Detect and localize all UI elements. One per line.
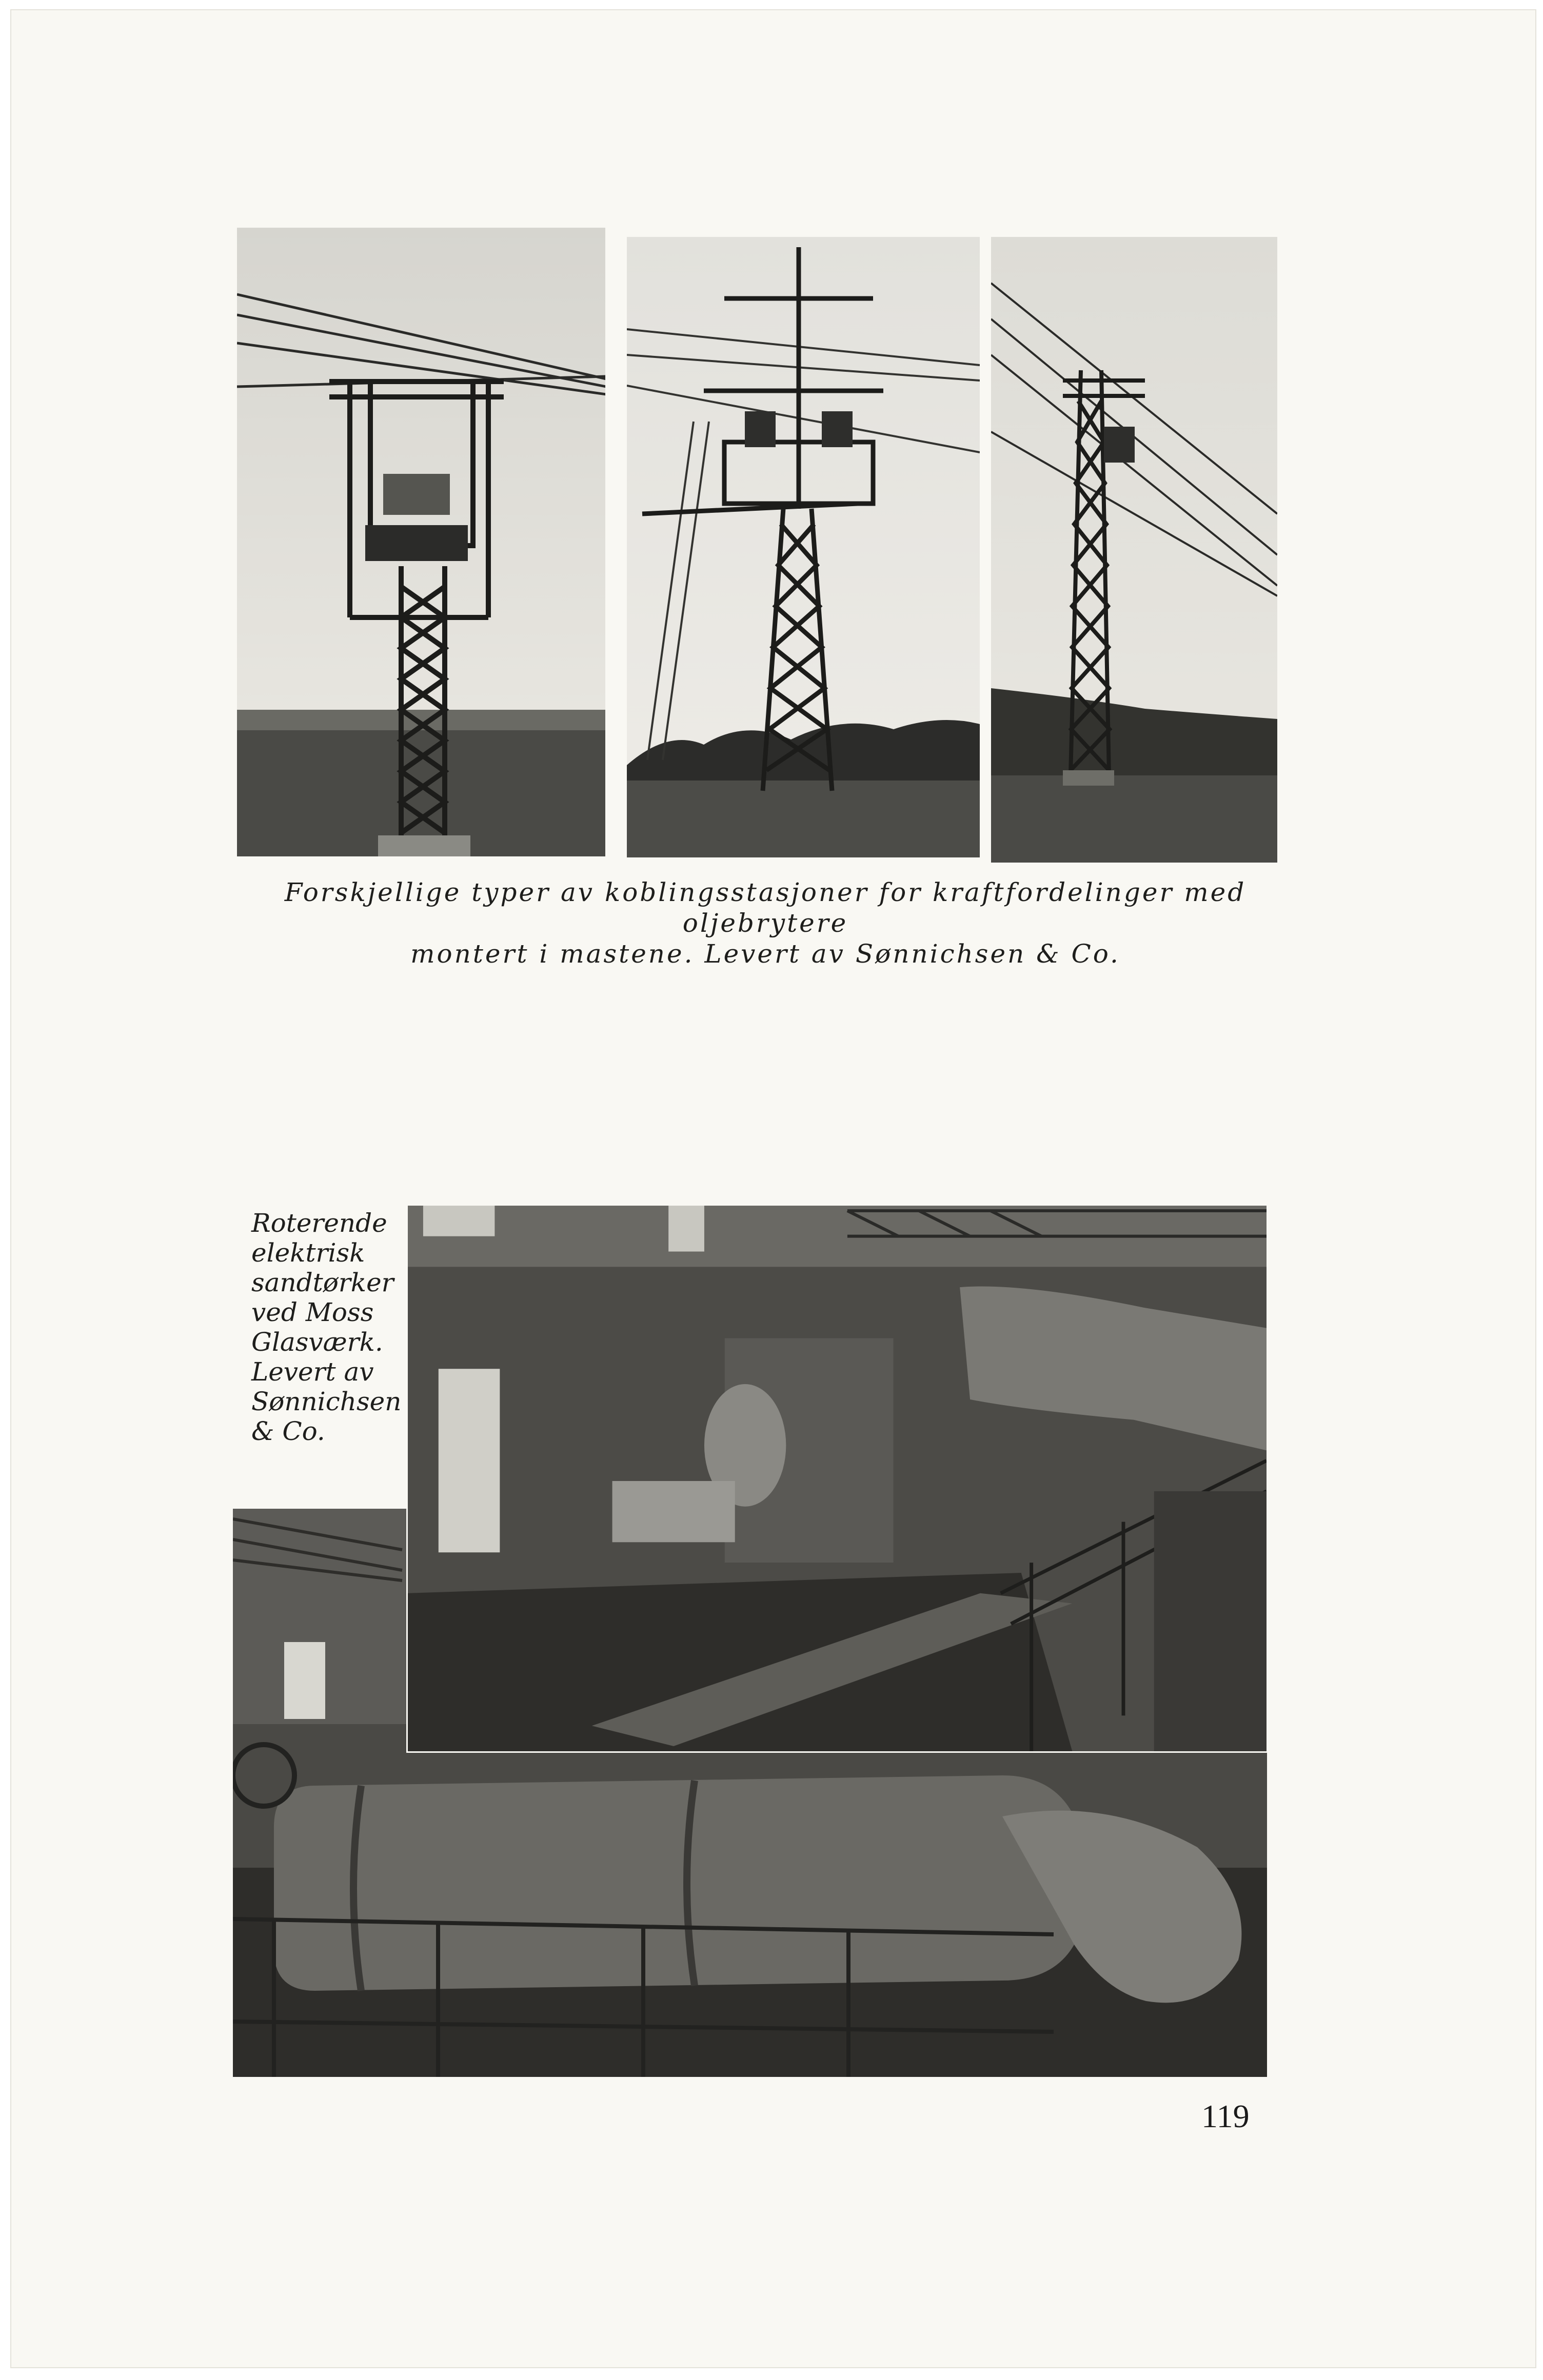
caption-side-line: Glasværk. xyxy=(251,1327,383,1357)
caption-side-line: & Co. xyxy=(251,1416,325,1446)
caption-side-line: sandtørker xyxy=(251,1268,394,1297)
photo-pylon-1 xyxy=(237,228,605,856)
caption-side-line: Levert av xyxy=(251,1357,374,1387)
caption-side-line: Roterende xyxy=(251,1208,387,1238)
page xyxy=(10,9,1536,2368)
caption-side xyxy=(251,1208,405,1446)
caption-top-line-1: Forskjellige typer av koblingsstasjoner for kraftfordelinger med oljebrytere xyxy=(284,877,1247,938)
caption-side-line: Sønnichsen xyxy=(251,1387,402,1416)
caption-side-line: elektrisk xyxy=(251,1238,365,1268)
caption-top-line-2: montert i mastene. Levert av Sønnichsen & Co. xyxy=(410,939,1120,969)
photo-pylon-3 xyxy=(991,237,1277,863)
page-number: 119 xyxy=(1201,2098,1250,2134)
caption-side-line: ved Moss xyxy=(251,1297,374,1327)
photo-pylon-2 xyxy=(627,237,980,857)
caption-top xyxy=(247,877,1283,969)
photo-drum-dryer-interior xyxy=(406,1204,1268,1753)
